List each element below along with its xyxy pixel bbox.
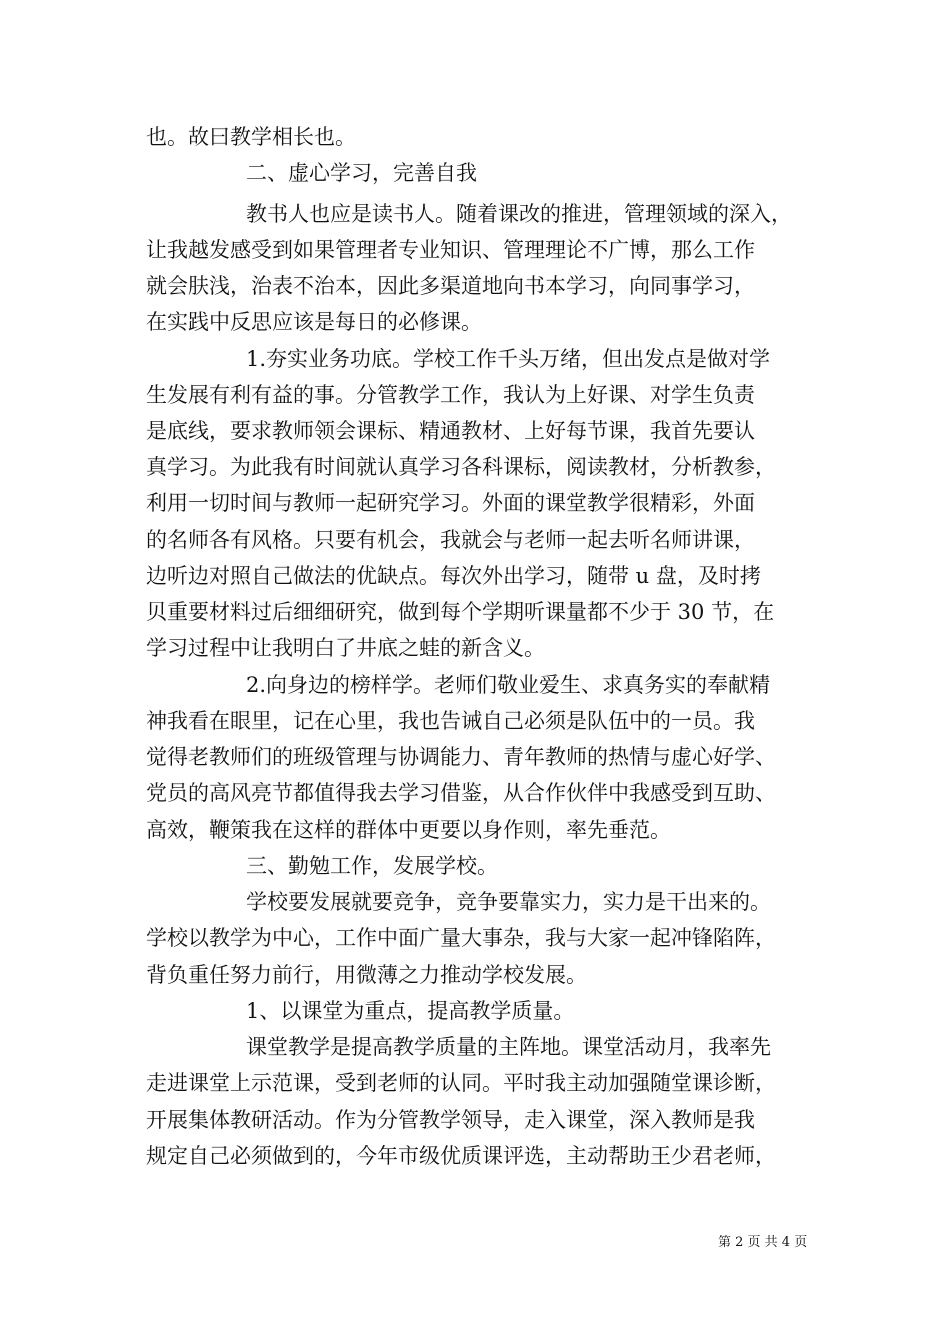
text-line: 学校以教学为中心，工作中面广量大事杂，我与大家一起冲锋陷阵，	[146, 926, 776, 950]
text-line: 也。故曰教学相长也。	[146, 125, 356, 149]
subsection-line: 2.向身边的榜样学。老师们敬业爱生、求真务实的奉献精	[246, 673, 771, 697]
text-line: 学习过程中让我明白了井底之蛙的新含义。	[146, 636, 545, 660]
subsection-line: 1、以课堂为重点，提高教学质量。	[246, 999, 575, 1023]
text-line: 边听边对照自己做法的优缺点。每次外出学习，随带 u 盘，及时拷	[146, 564, 761, 588]
text-line: 学校要发展就要竞争，竞争要靠实力，实力是干出来的。	[246, 890, 771, 914]
text-line: 走进课堂上示范课，受到老师的认同。平时我主动加强随堂课诊断，	[146, 1071, 776, 1095]
section-heading: 二、虚心学习，完善自我	[246, 161, 477, 185]
text-line: 党员的高风亮节都值得我去学习借鉴，从合作伙伴中我感受到互助、	[146, 781, 776, 805]
text-line: 高效，鞭策我在这样的群体中更要以身作则，率先垂范。	[146, 818, 671, 842]
text-line: 教书人也应是读书人。随着课改的推进，管理领域的深入，	[246, 202, 792, 226]
text-line: 就会肤浅，治表不治本，因此多渠道地向书本学习，向同事学习，	[146, 274, 755, 298]
text-line: 觉得老教师们的班级管理与协调能力、青年教师的热情与虚心好学、	[146, 745, 776, 769]
text-line: 神我看在眼里，记在心里，我也告诫自己必须是队伍中的一员。我	[146, 709, 755, 733]
text-line: 生发展有利有益的事。分管教学工作，我认为上好课、对学生负责	[146, 383, 755, 407]
text-line: 利用一切时间与教师一起研究学习。外面的课堂教学很精彩，外面	[146, 491, 755, 515]
text-line: 让我越发感受到如果管理者专业知识、管理理论不广博，那么工作	[146, 238, 755, 262]
text-line: 开展集体教研活动。作为分管教学领导，走入课堂，深入教师是我	[146, 1108, 755, 1132]
text-line: 是底线，要求教师领会课标、精通教材、上好每节课，我首先要认	[146, 419, 755, 443]
text-line: 课堂教学是提高教学质量的主阵地。课堂活动月，我率先	[246, 1035, 771, 1059]
page-number: 第 2 页 共 4 页	[718, 1235, 808, 1250]
text-line: 的名师各有风格。只要有机会，我就会与老师一起去听名师讲课，	[146, 528, 755, 552]
text-line: 背负重任努力前行，用微薄之力推动学校发展。	[146, 963, 587, 987]
text-line: 贝重要材料过后细细研究，做到每个学期听课量都不少于 30 节，在	[146, 600, 775, 624]
text-line: 在实践中反思应该是每日的必修课。	[146, 310, 482, 334]
text-line: 规定自己必须做到的，今年市级优质课评选，主动帮助王少君老师，	[146, 1144, 776, 1168]
text-line: 真学习。为此我有时间就认真学习各科课标，阅读教材，分析教参，	[146, 455, 776, 479]
section-heading: 三、勤勉工作，发展学校。	[246, 854, 498, 878]
subsection-line: 1.夯实业务功底。学校工作千头万绪，但出发点是做对学	[246, 347, 771, 371]
